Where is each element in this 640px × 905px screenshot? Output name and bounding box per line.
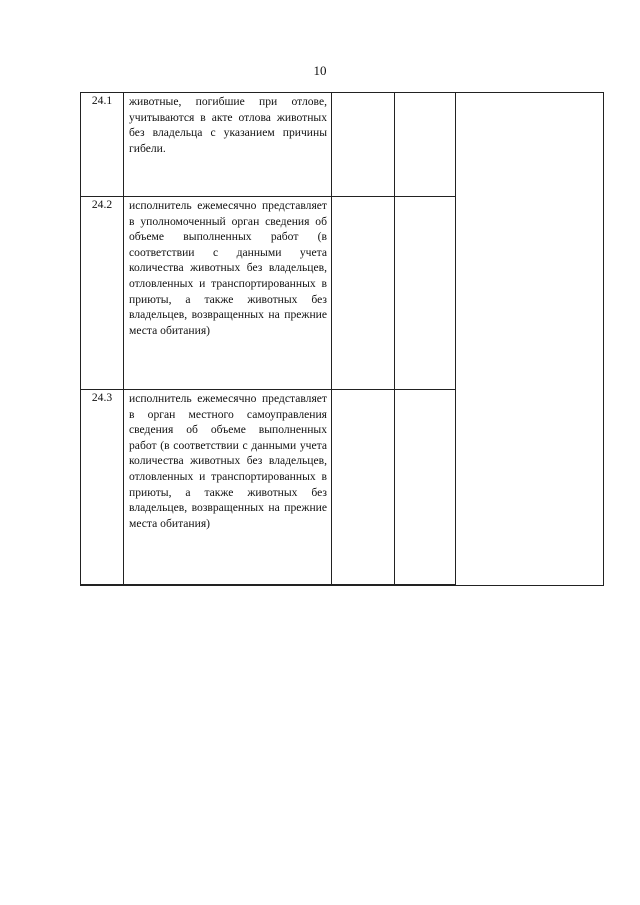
requirements-table — [80, 92, 604, 586]
page-number: 10 — [313, 63, 327, 78]
item-description: исполнитель ежемесячно представляет в уполномоченный орган сведения об объеме выполненных работ (в соответствии с данными учета количества животных без владельцев, отловленных и транспортированных в приюты, а также животных без владельцев, возвращенных на прежние места обитания) — [124, 197, 332, 390]
item-number: 24.3 — [81, 390, 124, 586]
item-number: 24.2 — [81, 197, 124, 390]
empty-cell — [332, 93, 395, 197]
item-description: животные, погибшие при отлове, учитываются в акте отлова животных без владельца с указанием причины гибели. — [124, 93, 332, 197]
empty-cell — [395, 93, 456, 197]
empty-cell — [332, 390, 395, 586]
item-number: 24.1 — [81, 93, 124, 197]
table-row — [81, 93, 604, 197]
merged-empty-cell — [456, 93, 604, 586]
empty-cell — [395, 197, 456, 390]
empty-cell — [332, 197, 395, 390]
item-description: исполнитель ежемесячно представляет в орган местного самоуправления сведения об объеме выполненных работ (в соответствии с данными учета количества животных без владельцев, отловленных и транспортированных в приюты, а также животных без владельцев, возвращенных на прежние места обитания) — [124, 390, 332, 586]
empty-cell — [395, 390, 456, 586]
